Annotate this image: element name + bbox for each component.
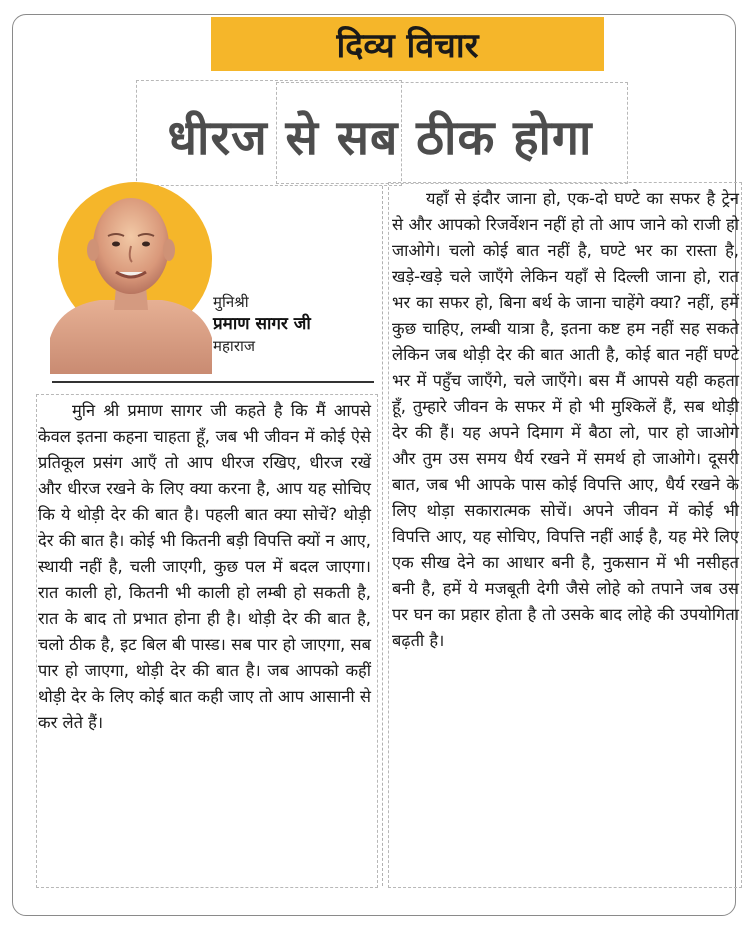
author-prefix: मुनिश्री [213,293,249,311]
headline: धीरज से सब ठीक होगा [167,109,593,166]
section-title: दिव्य विचार [336,26,479,66]
article-column-right [392,186,739,882]
article-paragraph: मुनि श्री प्रमाण सागर जी कहते है कि मैं आपसे केवल इतना कहना चाहता हूँ, जब भी जीवन में कोई ऐसे प्रतिकूल प्रसंग आएँ तो आप धीरज रखिए, धीरज रखें और धीरज रखने के लिए क्या करना है, आप यह सोचिए कि ये थोड़ी देर की बात है। पहली बात क्या सोचें? थोड़ी देर की बात है। कोई भी कितनी बड़ी विपत्ति क्यों न आए, स्थायी नहीं है, चली जाएगी, कुछ पल में बदल जाएगा। रात काली हो, कितनी भी काली हो लम्बी हो सकती है, रात के बाद तो प्रभात होना ही है। थोड़ी देर की बात है, चलो ठीक है, इट बिल बी पास्ड। सब पार हो जाएगा, सब पार हो जाएगा, थोड़ी देर की बात है। जब आपको कहीं थोड़ी देर के लिए कोई बात कही जाए तो आप आसानी से कर लेते हैं। [38,401,371,732]
byline-rule [52,381,374,383]
column-divider [382,186,383,886]
author-suffix: महाराज [213,337,255,355]
author-name: प्रमाण सागर जी [213,314,311,334]
author-byline [213,292,363,356]
article-column-left [38,398,371,880]
article-paragraph: यहाँ से इंदौर जाना हो, एक-दो घण्टे का सफर है ट्रेन से और आपको रिजर्वेशन नहीं हो तो आप जाने को राजी हो जाओगे। चलो कोई बात नहीं है, घण्टे भर का रास्ता है, खड़े-खड़े चले जाएँगे लेकिन यहाँ से दिल्ली जाना हो, रात भर का सफर हो, बिना बर्थ के जाना चाहेंगे क्या? नहीं, हमें कुछ चाहिए, लम्बी यात्रा है, इतना कष्ट हम नहीं सह सकते लेकिन जब थोड़ी देर की बात आती है, कोई बात नहीं घण्टे भर में पहुँच जाएँगे, चले जाएँगे। बस मैं आपसे यही कहता हूँ, तुम्हारे जीवन के सफर में हो भी मुश्किलें हैं, सब थोड़ी देर की हैं। यह अपने दिमाग में बैठा लो, पार हो जाओगे और तुम उस समय धैर्य रखने में समर्थ हो जाओगे। दूसरी बात, जब भी आपके पास कोई विपत्ति आए, धैर्य रखने के लिए थोड़ा सकारात्मक सोचें। अपने जीवन में कोई भी विपत्ति आए, यह सोचिए, विपत्ति नहीं आई है, यह मेरे लिए एक सीख देने का आधार बनी है, नुकसान में भी नसीहत बनी है, हमें ये मजबूती देगी जैसे लोहे को तपाने जब उस पर घन का प्रहार होता है तो उसके बाद लोहे की उपयोगिता बढ़ती है। [392,189,739,650]
section-banner [211,17,604,71]
author-portrait [50,188,212,374]
